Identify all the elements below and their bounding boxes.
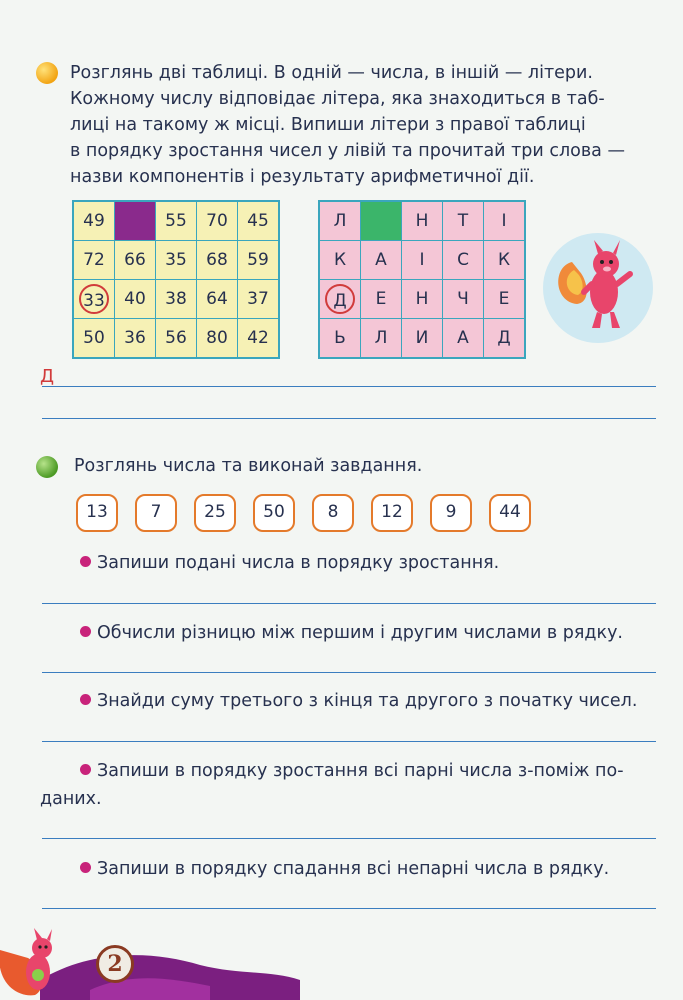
letter-table bbox=[318, 200, 526, 359]
table-row bbox=[319, 280, 525, 319]
number-chip: 25 bbox=[194, 494, 236, 532]
task1-line: назви компонентів і результату арифметичної дії. bbox=[70, 167, 535, 187]
bullet-dot-icon bbox=[80, 764, 91, 775]
letter-cell: А bbox=[361, 241, 402, 280]
number-cell: 45 bbox=[238, 201, 280, 241]
answer-line[interactable] bbox=[42, 603, 656, 604]
task1-line: Кожному числу відповідає літера, яка знаходиться в таб- bbox=[70, 89, 605, 109]
table-row bbox=[319, 201, 525, 241]
bullet-dot-icon bbox=[80, 694, 91, 705]
answer-line[interactable] bbox=[42, 908, 656, 909]
number-chip: 9 bbox=[430, 494, 472, 532]
task1-instructions bbox=[70, 60, 660, 190]
bullet-dot-icon bbox=[80, 862, 91, 873]
number-cell: 72 bbox=[73, 241, 115, 280]
number-cell-circled bbox=[73, 280, 115, 319]
subtask-text: Запиши подані числа в порядку зростання. bbox=[97, 553, 500, 573]
letter-cell: Д bbox=[484, 319, 526, 359]
letter-cell: Н bbox=[402, 280, 443, 319]
letter-cell: С bbox=[443, 241, 484, 280]
table-row bbox=[73, 241, 279, 280]
letter-cell: Л bbox=[361, 319, 402, 359]
letter-cell: К bbox=[319, 241, 361, 280]
number-chip: 8 bbox=[312, 494, 354, 532]
page-number: 2 bbox=[96, 945, 134, 983]
subtask bbox=[80, 550, 499, 576]
letter-cell: І bbox=[484, 201, 526, 241]
subtask-continuation: даних. bbox=[40, 789, 102, 809]
subtask bbox=[80, 688, 637, 714]
letter-cell: Ь bbox=[319, 319, 361, 359]
number-cell: 38 bbox=[156, 280, 197, 319]
number-cell: 66 bbox=[115, 241, 156, 280]
subtask bbox=[80, 758, 624, 784]
letter-cell: Т bbox=[443, 201, 484, 241]
number-cell: 36 bbox=[115, 319, 156, 359]
table-row bbox=[73, 319, 279, 359]
number-chip: 12 bbox=[371, 494, 413, 532]
answer-start-letter: Д bbox=[40, 366, 55, 387]
number-table bbox=[72, 200, 280, 359]
letter-cell: И bbox=[402, 319, 443, 359]
bullet-dot-icon bbox=[80, 556, 91, 567]
subtask bbox=[80, 856, 609, 882]
footer-squirrel-decoration bbox=[0, 920, 300, 1000]
letter-cell-circled bbox=[319, 280, 361, 319]
letter-cell: І bbox=[402, 241, 443, 280]
number-chip: 50 bbox=[253, 494, 295, 532]
subtask-text: Знайди суму третього з кінця та другого з початку чисел. bbox=[97, 691, 638, 711]
number-cell: 42 bbox=[238, 319, 280, 359]
table-row bbox=[73, 201, 279, 241]
number-cell: 64 bbox=[197, 280, 238, 319]
subtask bbox=[80, 620, 623, 646]
task2-intro: Розглянь числа та виконай завдання. bbox=[74, 456, 423, 476]
number-chip: 44 bbox=[489, 494, 531, 532]
letter-cell: К bbox=[484, 241, 526, 280]
number-cell: 49 bbox=[73, 201, 115, 241]
number-chips bbox=[76, 494, 531, 532]
bullet-dot-icon bbox=[80, 626, 91, 637]
table-row bbox=[319, 319, 525, 359]
letter-cell: Ч bbox=[443, 280, 484, 319]
letter-cell: А bbox=[443, 319, 484, 359]
task-bullet-green-icon bbox=[36, 456, 58, 478]
circled-number: 33 bbox=[79, 284, 109, 314]
answer-line[interactable] bbox=[42, 418, 656, 419]
number-cell: 56 bbox=[156, 319, 197, 359]
task1-line: Розглянь дві таблиці. В одній — числа, в іншій — літери. bbox=[70, 63, 593, 83]
answer-line[interactable] bbox=[42, 741, 656, 742]
task1-line: лиці на такому ж місці. Випиши літери з правої таблиці bbox=[70, 115, 586, 135]
answer-line[interactable] bbox=[42, 672, 656, 673]
letter-cell: Е bbox=[361, 280, 402, 319]
table-row bbox=[319, 241, 525, 280]
subtask-text: Обчисли різницю між першим і другим числами в рядку. bbox=[97, 623, 623, 643]
letter-cell: Н bbox=[402, 201, 443, 241]
table-row bbox=[73, 280, 279, 319]
number-cell: 37 bbox=[238, 280, 280, 319]
letter-cell: Е bbox=[484, 280, 526, 319]
squirrel-illustration bbox=[542, 232, 654, 344]
number-cell: 80 bbox=[197, 319, 238, 359]
number-chip: 7 bbox=[135, 494, 177, 532]
number-cell-blank bbox=[115, 201, 156, 241]
letter-cell: Л bbox=[319, 201, 361, 241]
letter-cell-blank bbox=[361, 201, 402, 241]
number-cell: 35 bbox=[156, 241, 197, 280]
answer-line[interactable] bbox=[42, 386, 656, 387]
number-chip: 13 bbox=[76, 494, 118, 532]
number-cell: 68 bbox=[197, 241, 238, 280]
number-cell: 55 bbox=[156, 201, 197, 241]
subtask-text: Запиши в порядку зростання всі парні числа з-поміж по- bbox=[97, 761, 624, 781]
task1-line: в порядку зростання чисел у лівій та прочитай три слова — bbox=[70, 141, 625, 161]
task-bullet-yellow-icon bbox=[36, 62, 58, 84]
number-cell: 50 bbox=[73, 319, 115, 359]
answer-line[interactable] bbox=[42, 838, 656, 839]
number-cell: 70 bbox=[197, 201, 238, 241]
number-cell: 40 bbox=[115, 280, 156, 319]
number-cell: 59 bbox=[238, 241, 280, 280]
circled-letter: Д bbox=[325, 284, 355, 314]
subtask-text: Запиши в порядку спадання всі непарні числа в рядку. bbox=[97, 859, 610, 879]
